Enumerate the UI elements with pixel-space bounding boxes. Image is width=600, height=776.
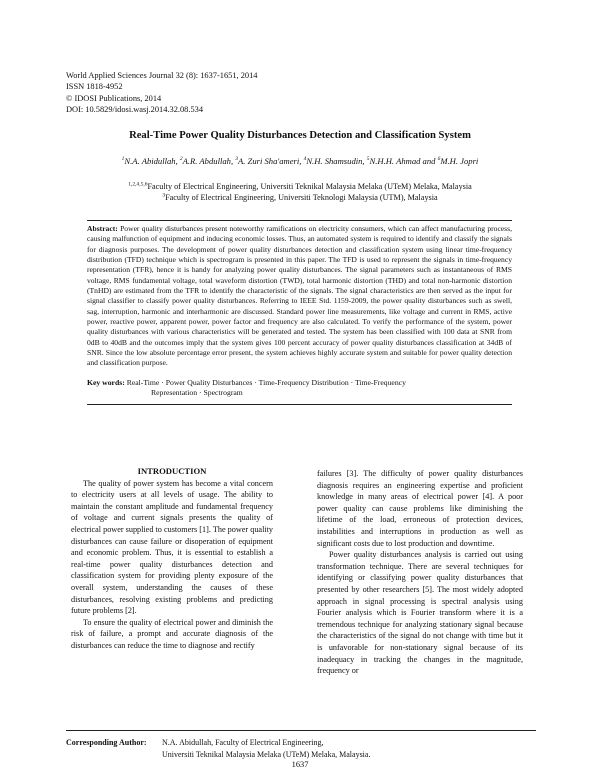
paragraph: The quality of power system has become a vital concern to electricity users at all levels of usage. The ability to maintain the constant amplitude and fundamental frequency of voltage and current signals presents the quality of electrical power supplied to customers [1]. The power quality disturbances can cause failure or disoperation of equipment and economic problem. Thus, it is essential to establish a real-time power quality disturbances detection and classification system for providing plenty exposure of the overall system, understanding the causes of these disturbances, resolving existing problems and predicting future problems [2].	[71, 478, 273, 616]
journal-citation: World Applied Sciences Journal 32 (8): 1637-1651, 2014	[66, 71, 258, 80]
keywords	[87, 378, 512, 405]
corresponding-author-label: Corresponding Author:	[66, 738, 147, 747]
page-number: 1637	[291, 760, 309, 769]
publisher: © IDOSI Publications, 2014	[66, 93, 162, 103]
affiliation-text: Faculty of Electrical Engineering, Universiti Teknologi Malaysia (UTM), Malaysia	[165, 193, 438, 203]
issn: ISSN 1818-4952	[66, 82, 123, 92]
affiliation-sup: 3	[162, 192, 166, 199]
section-heading-introduction: INTRODUCTION	[137, 466, 207, 476]
paragraph: failures [3]. The difficulty of power quality disturbances diagnosis requires an engineering expertise and proficient knowledge in many areas of electrical power [4]. A poor power quality can cause problems like diminishing the lifetime of the load, erroneous of protection devices, instabilities and interruptions in production as well as significant costs due to lost production and downtime.	[317, 469, 523, 548]
keywords-line2: Representation · Spectrogram	[151, 388, 243, 398]
author-name: N.A. Abidullah,	[124, 156, 180, 166]
author-name: M.H. Jopri	[440, 156, 479, 166]
keywords-label: Key words:	[87, 377, 125, 387]
author-name: A. Zuri Sha'ameri,	[238, 156, 304, 166]
corresponding-author	[66, 730, 536, 760]
corresponding-author-line2: Universiti Teknikal Malaysia Melaka (UTeM) Melaka, Malaysia.	[162, 749, 371, 759]
abstract-section	[87, 220, 512, 405]
author-name: N.H.H. Ahmad and	[369, 156, 438, 166]
abstract	[87, 224, 512, 369]
corresponding-author-line1: N.A. Abidullah, Faculty of Electrical Engineering,	[162, 738, 324, 747]
keywords-line1: Real-Time · Power Quality Disturbances · Time-Frequency Distribution · Time-Frequency	[126, 377, 406, 387]
left-column	[71, 466, 273, 652]
affiliation-sup: 1,2,4,5,6	[128, 181, 148, 188]
author-name: A.R. Abdullah,	[182, 156, 236, 166]
author-sup: 6	[437, 156, 441, 163]
paragraph: Power quality disturbances analysis is carried out using transformation technique. There are several techniques for identifying or classifying power quality disturbances that presented by other researchers [5]. The most widely adopted approach in signal processing is spectral analysis using Fourier analysis which is Fourier transform where it is a tremendous technique for analyzing stationary signal because the characteristics of the signal do not change with time but it is unfavorable for non-stationary signal because of its inadequacy in tracking the changes in the magnitude, frequency or	[317, 550, 523, 676]
paragraph: To ensure the quality of electrical power and diminish the risk of failure, a prompt and accurate diagnosis of the disturbances can reduce the time to diagnose and rectify	[71, 617, 273, 650]
right-column	[317, 468, 523, 677]
author-sup: 4	[303, 156, 307, 163]
author-sup: 3	[235, 156, 238, 163]
author-sup: 2	[179, 156, 183, 163]
author-sup: 1	[121, 156, 125, 163]
journal-header	[66, 70, 257, 116]
abstract-label: Abstract:	[87, 224, 118, 233]
affiliations	[0, 181, 600, 204]
author-sup: 5	[366, 156, 370, 163]
author-list	[0, 156, 600, 166]
abstract-text: Power quality disturbances present noteworthy ramifications on electricity consumers, which can affect manufacturing process, causing malfunction of equipment and inducing economic losses. Thus, an automated system is required to identify and classify the signals for diagnosis purposes. The development of power quality disturbances detection and classification system using linear time-frequency distribution (TFD) technique which is spectrogram is presented in this paper. The TFD is used to represent the signals in time-frequency representation (TFR), hence it is handy for analyzing power quality disturbances. The signal parameters such as instantaneous of RMS voltage, RMS fundamental voltage, total waveform distortion (TWD), total harmonic distortion (THD) and total non-harmonic distortion (TnHD) are estimated from the TFR to identify the characteristic of the signals. The signal characteristics are then served as the input for signal classifier to classify power quality disturbances. Referring to IEEE Std. 1159-2009, the power quality disturbances such as swell, sag, interruption, harmonic and interharmonic are discussed. Standard power line measurements, like voltage and current in RMS, active power, reactive power, apparent power, power factor and frequency are also calculated. To verify the performance of the system, power quality disturbances with various characteristics will be generated and tested. The system has been classified with 100 data at SNR from 0dB to 40dB and the outcomes imply that the system gives 100 percent accuracy of power quality disturbances classification at 34dB of SNR. Since the low absolute percentage error present, the system achieves highly accurate system and suitable for power quality detection and classification purpose.	[87, 224, 512, 368]
paper-title: Real-Time Power Quality Disturbances Detection and Classification System	[129, 130, 471, 141]
affiliation-line	[0, 181, 600, 192]
affiliation-text: Faculty of Electrical Engineering, Universiti Teknikal Malaysia Melaka (UTeM) Melaka, Malaysia	[147, 182, 472, 191]
doi[interactable]: DOI: 10.5829/idosi.wasj.2014.32.08.534	[66, 105, 204, 115]
author-name: N.H. Shamsudin,	[306, 156, 367, 166]
affiliation-line	[0, 192, 600, 203]
